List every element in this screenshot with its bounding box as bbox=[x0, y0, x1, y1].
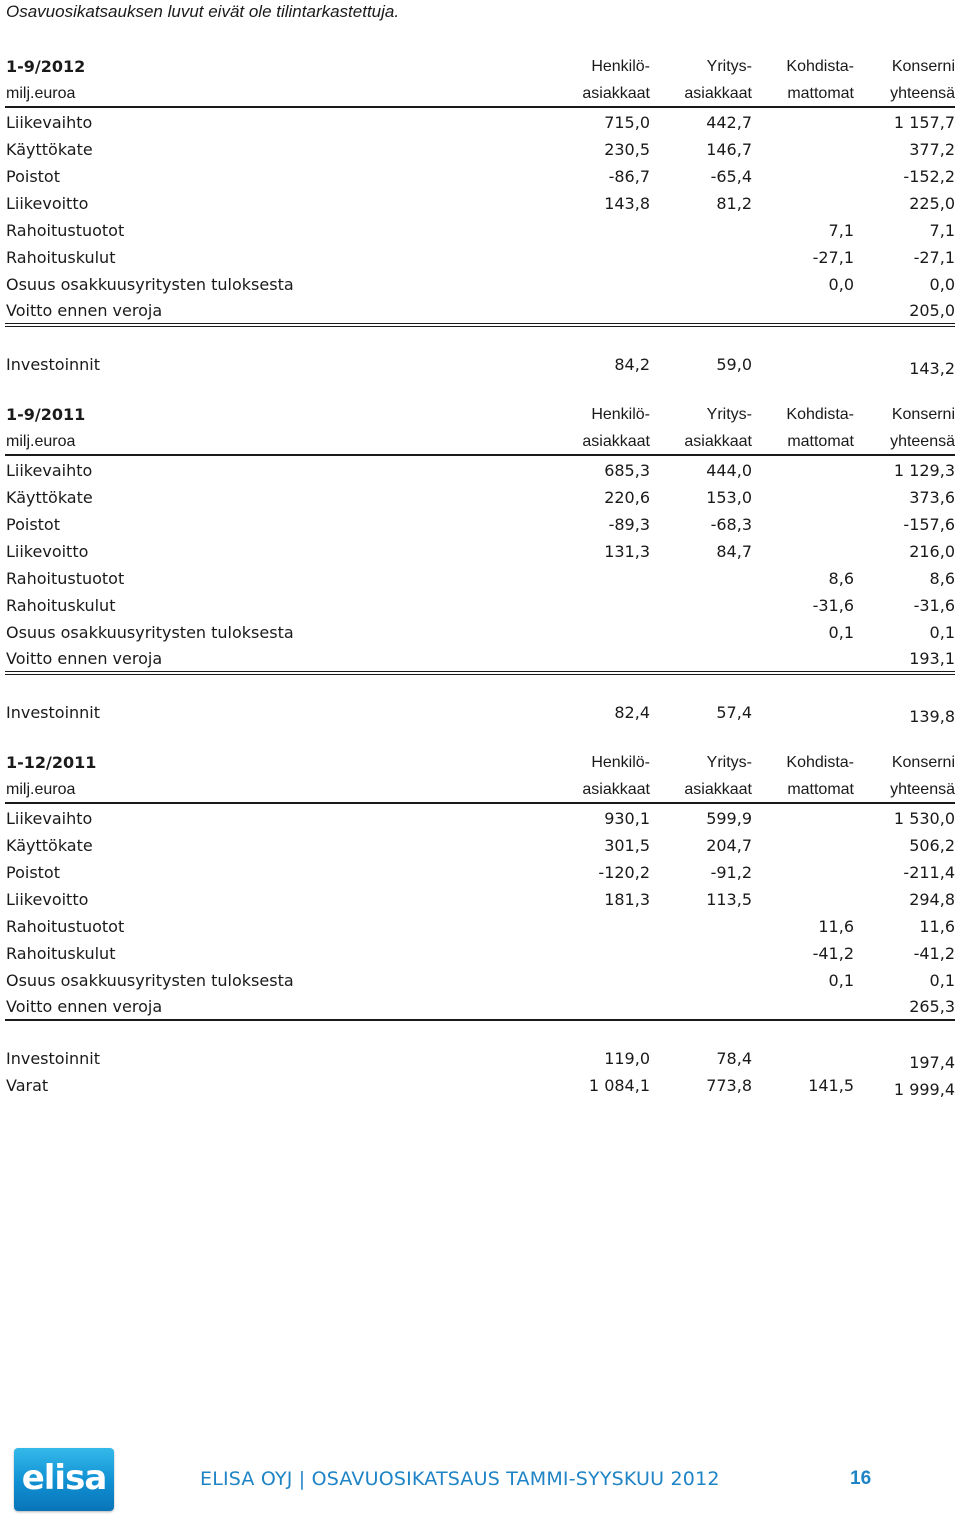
col-header: Henkilö- bbox=[591, 754, 650, 771]
col-header: Kohdista- bbox=[786, 754, 854, 771]
cell: 205,0 bbox=[909, 301, 955, 320]
row-label: Investoinnit bbox=[6, 1049, 101, 1068]
cell: 0,1 bbox=[929, 971, 955, 990]
row-label: Rahoitustuotot bbox=[6, 917, 125, 936]
cell: 8,6 bbox=[929, 569, 955, 588]
table-row-total bbox=[5, 993, 955, 1021]
table-row-total bbox=[5, 297, 955, 327]
unit-label: milj.euroa bbox=[6, 85, 76, 102]
table-header-row-1 bbox=[5, 748, 955, 775]
row-label: Poistot bbox=[6, 863, 60, 882]
cell: 1 999,4 bbox=[893, 1080, 955, 1099]
cell: 373,6 bbox=[909, 488, 955, 507]
cell: -91,2 bbox=[710, 863, 752, 882]
table-header-row-2 bbox=[5, 427, 955, 456]
table-row bbox=[5, 804, 955, 831]
row-label: Rahoituskulut bbox=[6, 596, 116, 615]
cell: 1 157,7 bbox=[893, 113, 955, 132]
table-row-total bbox=[5, 645, 955, 675]
cell: -41,2 bbox=[812, 944, 854, 963]
cell: 143,2 bbox=[909, 359, 955, 378]
cell: 0,1 bbox=[929, 623, 955, 642]
table-row bbox=[5, 243, 955, 270]
cell: 442,7 bbox=[706, 113, 752, 132]
row-label: Osuus osakkuusyritysten tuloksesta bbox=[6, 971, 294, 990]
cell: -157,6 bbox=[903, 515, 955, 534]
row-label: Rahoitustuotot bbox=[6, 221, 125, 240]
cell: -41,2 bbox=[913, 944, 955, 963]
cell: 78,4 bbox=[716, 1049, 752, 1068]
cell: 1 530,0 bbox=[893, 809, 955, 828]
row-label: Voitto ennen veroja bbox=[6, 649, 163, 668]
table-row bbox=[5, 162, 955, 189]
period-label: 1-9/2011 bbox=[6, 405, 86, 424]
segment-table-1-9-2011 bbox=[5, 400, 955, 726]
col-header: Yritys- bbox=[706, 754, 752, 771]
row-label: Liikevoitto bbox=[6, 542, 89, 561]
row-label: Käyttökate bbox=[6, 836, 93, 855]
col-header: Henkilö- bbox=[591, 58, 650, 75]
cell: 0,1 bbox=[828, 623, 854, 642]
cell: 193,1 bbox=[909, 649, 955, 668]
cell: 7,1 bbox=[929, 221, 955, 240]
col-header: Yritys- bbox=[706, 58, 752, 75]
row-label: Investoinnit bbox=[6, 703, 101, 722]
cell: 139,8 bbox=[909, 707, 955, 726]
cell: 7,1 bbox=[828, 221, 854, 240]
cell: 197,4 bbox=[909, 1053, 955, 1072]
cell: 230,5 bbox=[604, 140, 650, 159]
row-label: Poistot bbox=[6, 515, 60, 534]
col-header: asiakkaat bbox=[684, 433, 752, 450]
table-row bbox=[5, 564, 955, 591]
cell: 11,6 bbox=[818, 917, 854, 936]
table-header-row-2 bbox=[5, 79, 955, 108]
cell: -65,4 bbox=[710, 167, 752, 186]
cell: 0,1 bbox=[828, 971, 854, 990]
col-header: asiakkaat bbox=[684, 781, 752, 798]
table-row bbox=[5, 483, 955, 510]
cell: -31,6 bbox=[913, 596, 955, 615]
row-label: Käyttökate bbox=[6, 488, 93, 507]
cell: 599,9 bbox=[706, 809, 752, 828]
row-label: Liikevoitto bbox=[6, 890, 89, 909]
cell: -27,1 bbox=[913, 248, 955, 267]
table-row bbox=[5, 939, 955, 966]
segment-table-1-12-2011 bbox=[5, 748, 955, 1099]
cell: 1 129,3 bbox=[893, 461, 955, 480]
footer-title: ELISA OYJ | OSAVUOSIKATSAUS TAMMI-SYYSKUU 2012 bbox=[200, 1468, 720, 1490]
cell: 685,3 bbox=[604, 461, 650, 480]
cell: 82,4 bbox=[614, 703, 650, 722]
table-row bbox=[5, 270, 955, 297]
table-row bbox=[5, 135, 955, 162]
cell: 84,2 bbox=[614, 355, 650, 374]
cell: -211,4 bbox=[903, 863, 955, 882]
cell: 81,2 bbox=[716, 194, 752, 213]
col-header: yhteensä bbox=[890, 85, 955, 102]
row-label: Liikevoitto bbox=[6, 194, 89, 213]
page-number: 16 bbox=[850, 1468, 872, 1489]
col-header: mattomat bbox=[787, 433, 854, 450]
table-header-row-1 bbox=[5, 52, 955, 79]
table-row bbox=[5, 591, 955, 618]
cell: 216,0 bbox=[909, 542, 955, 561]
col-header: mattomat bbox=[787, 781, 854, 798]
cell: -89,3 bbox=[608, 515, 650, 534]
cell: 153,0 bbox=[706, 488, 752, 507]
col-header: Konserni bbox=[891, 58, 955, 75]
table-row-assets bbox=[5, 1072, 955, 1099]
cell: 773,8 bbox=[706, 1076, 752, 1095]
cell: 146,7 bbox=[706, 140, 752, 159]
logo-text: elisa bbox=[21, 1458, 107, 1498]
col-header: Yritys- bbox=[706, 406, 752, 423]
cell: 8,6 bbox=[828, 569, 854, 588]
cell: 143,8 bbox=[604, 194, 650, 213]
row-label: Liikevaihto bbox=[6, 809, 93, 828]
cell: 204,7 bbox=[706, 836, 752, 855]
row-label: Voitto ennen veroja bbox=[6, 997, 163, 1016]
table-header-row-2 bbox=[5, 775, 955, 804]
row-label: Liikevaihto bbox=[6, 461, 93, 480]
row-label: Varat bbox=[6, 1076, 49, 1095]
table-row bbox=[5, 189, 955, 216]
cell: 11,6 bbox=[919, 917, 955, 936]
col-header: Henkilö- bbox=[591, 406, 650, 423]
cell: 1 084,1 bbox=[588, 1076, 650, 1095]
table-row bbox=[5, 456, 955, 483]
cell: 131,3 bbox=[604, 542, 650, 561]
cell: 225,0 bbox=[909, 194, 955, 213]
col-header: Kohdista- bbox=[786, 406, 854, 423]
table-header-row-1 bbox=[5, 400, 955, 427]
table-row bbox=[5, 618, 955, 645]
cell: 715,0 bbox=[604, 113, 650, 132]
cell: 113,5 bbox=[706, 890, 752, 909]
cell: 301,5 bbox=[604, 836, 650, 855]
cell: 930,1 bbox=[604, 809, 650, 828]
unit-label: milj.euroa bbox=[6, 433, 76, 450]
cell: 57,4 bbox=[716, 703, 752, 722]
table-row bbox=[5, 912, 955, 939]
table-row bbox=[5, 216, 955, 243]
cell: 0,0 bbox=[929, 275, 955, 294]
cell: 119,0 bbox=[604, 1049, 650, 1068]
table-row bbox=[5, 510, 955, 537]
table-row bbox=[5, 885, 955, 912]
row-label: Käyttökate bbox=[6, 140, 93, 159]
table-row bbox=[5, 831, 955, 858]
period-label: 1-9/2012 bbox=[6, 57, 86, 76]
table-row bbox=[5, 966, 955, 993]
col-header: asiakkaat bbox=[582, 781, 650, 798]
cell: -120,2 bbox=[598, 863, 650, 882]
cell: 377,2 bbox=[909, 140, 955, 159]
table-row bbox=[5, 858, 955, 885]
cell: -68,3 bbox=[710, 515, 752, 534]
cell: 220,6 bbox=[604, 488, 650, 507]
table-row-investments bbox=[5, 699, 955, 726]
cell: 294,8 bbox=[909, 890, 955, 909]
row-label: Osuus osakkuusyritysten tuloksesta bbox=[6, 275, 294, 294]
row-label: Poistot bbox=[6, 167, 60, 186]
row-label: Liikevaihto bbox=[6, 113, 93, 132]
table-row bbox=[5, 108, 955, 135]
cell: -86,7 bbox=[608, 167, 650, 186]
cell: 141,5 bbox=[808, 1076, 854, 1095]
cell: -27,1 bbox=[812, 248, 854, 267]
table-row bbox=[5, 537, 955, 564]
cell: 506,2 bbox=[909, 836, 955, 855]
cell: 265,3 bbox=[909, 997, 955, 1016]
unaudited-notice: Osavuosikatsauksen luvut eivät ole tilintarkastettuja. bbox=[6, 2, 400, 21]
col-header: Kohdista- bbox=[786, 58, 854, 75]
col-header: Konserni bbox=[891, 754, 955, 771]
row-label: Osuus osakkuusyritysten tuloksesta bbox=[6, 623, 294, 642]
row-label: Rahoituskulut bbox=[6, 944, 116, 963]
page-footer bbox=[0, 1446, 960, 1516]
col-header: yhteensä bbox=[890, 781, 955, 798]
elisa-logo bbox=[14, 1448, 114, 1511]
segment-table-1-9-2012 bbox=[5, 52, 955, 378]
row-label: Voitto ennen veroja bbox=[6, 301, 163, 320]
cell: 0,0 bbox=[828, 275, 854, 294]
cell: 84,7 bbox=[716, 542, 752, 561]
cell: 444,0 bbox=[706, 461, 752, 480]
col-header: asiakkaat bbox=[582, 85, 650, 102]
col-header: yhteensä bbox=[890, 433, 955, 450]
col-header: asiakkaat bbox=[684, 85, 752, 102]
col-header: asiakkaat bbox=[582, 433, 650, 450]
col-header: mattomat bbox=[787, 85, 854, 102]
row-label: Investoinnit bbox=[6, 355, 101, 374]
cell: -152,2 bbox=[903, 167, 955, 186]
table-row-investments bbox=[5, 351, 955, 378]
cell: -31,6 bbox=[812, 596, 854, 615]
period-label: 1-12/2011 bbox=[6, 753, 97, 772]
cell: 59,0 bbox=[716, 355, 752, 374]
unit-label: milj.euroa bbox=[6, 781, 76, 798]
row-label: Rahoituskulut bbox=[6, 248, 116, 267]
table-row-investments bbox=[5, 1045, 955, 1072]
row-label: Rahoitustuotot bbox=[6, 569, 125, 588]
cell: 181,3 bbox=[604, 890, 650, 909]
col-header: Konserni bbox=[891, 406, 955, 423]
